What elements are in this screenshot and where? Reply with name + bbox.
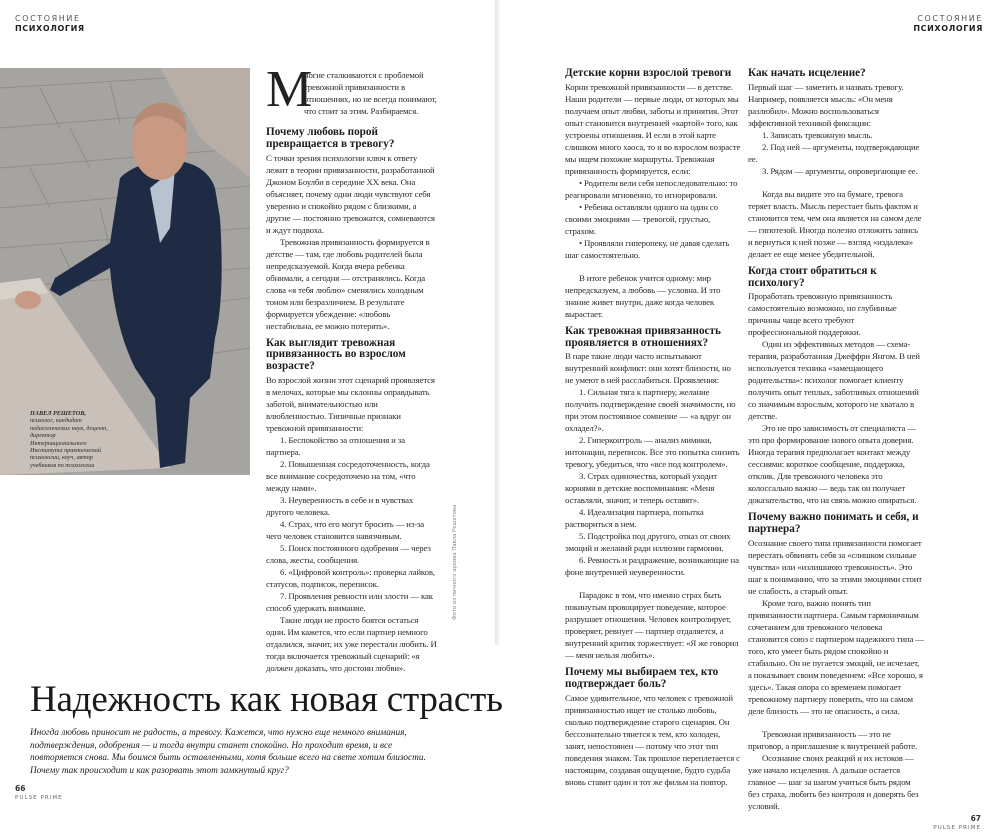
list-item: • Ребенка оставляли одного на один со своими эмоциями — тревогой, грустью, страхом. <box>565 201 718 236</box>
section-heading: Когда стоит обратиться к психологу? <box>748 264 877 289</box>
photo-credit: Фото из личного архива Павла Решетова <box>452 504 458 620</box>
section-heading: Почему любовь порой превращается в тревогу? <box>266 126 395 150</box>
paragraph: Самое удивительное, что человек с тревожной привязанностью ищет не столько любовь, сколько подтверждение старого сценария. Он бессознательно тянется к тем, кто холоден, занят, непостоянен — потому что этот тип поведения знаком. Так прошлое переплетается с настоящим, создавая ощущение, будто судьба вновь ставит один и тот же фильм на повтор. <box>565 692 740 787</box>
paragraph: Тревожная привязанность формируется в детстве — там, где любовь родителей была непредсказуемой. Когда вчера ребенка обнимали, а сегодня — отстранялись. Когда слова «я тебя люблю» сменялись холодным тоном или безразличием. В результате формируется убеждение: «любовь нестабильна, ее можно потерять». <box>266 236 430 331</box>
list-item: 2. Под ней — аргументы, подтверждающие ее. <box>748 141 920 164</box>
list-item: 3. Неуверенность в себе и в чувствах другого человека. <box>266 494 414 517</box>
list-item: 1. Записать тревожную мысль. <box>762 129 873 140</box>
rubric-top: СОСТОЯНИЕ <box>15 14 81 23</box>
article-column-2 <box>565 68 741 788</box>
drop-cap: М <box>266 61 313 118</box>
section-heading: Детские корни взрослой тревоги <box>565 67 732 79</box>
paragraph: Парадокс в том, что именно страх быть покинутым провоцирует поведение, которое разрушает отношения. Человек контролирует, проверяет, ревнует — партнер отдаляется, а внутренний критик торжествует: «Я же говорил — меня нельзя любить». <box>565 590 739 661</box>
section-heading: Почему важно понимать и себя, и партнера? <box>748 511 919 536</box>
list-item: • Проявляли гиперопеку, не давая сделать шаг самостоятельно. <box>565 237 730 260</box>
caption-text: психолог, кандидат педагогических наук, доцент, директор Интернационального Института практической психологии, коуч, автор учебников по психологии <box>30 417 108 469</box>
list-item: 3. Рядом — аргументы, опровергающие ее. <box>762 165 918 176</box>
right-footer <box>565 814 981 832</box>
article-column-3 <box>748 68 924 812</box>
paragraph: Проработать тревожную привязанность самостоятельно возможно, но глубинные причины чаще всего требуют профессиональной поддержки. <box>748 291 897 338</box>
paragraph: Когда вы видите это на бумаге, тревога теряет власть. Мысль перестает быть фактом и становится тем, чем она является на самом деле — гипотезой. Иногда полезно отложить запись и вернуться к ней позже — взгляд «издалека» делает ее еще менее убедительной. <box>748 188 922 259</box>
section-heading: Как тревожная привязанность проявляется в отношениях? <box>565 324 721 349</box>
section-heading: Как выглядит тревожная привязанность во взрослом возрасте? <box>266 336 406 373</box>
paragraph: Осознание своих реакций и их истоков — уже начало исцеления. А дальше остается главное — шаг за шагом учиться быть рядом без страха, любить без контроля и доверять без условий. <box>748 752 919 811</box>
list-item: 4. Страх, что его могут бросить — из-за чего человек становится навязчивым. <box>266 518 425 541</box>
paragraph: В итоге ребенок учится одному: мир непредсказуем, а любовь — условна. И это знание живет внутри, даже когда человек вырастает. <box>565 272 721 319</box>
rubric-bottom: ПСИХОЛОГИЯ <box>15 24 85 33</box>
page-number-right: 67 <box>970 813 981 823</box>
paragraph: В паре такие люди часто испытывают внутренний конфликт: они хотят близости, но не умеют в ней расслабиться. Проявления: <box>565 351 731 386</box>
section-heading: Как начать исцеление? <box>748 67 866 79</box>
article-intro <box>266 61 438 118</box>
paragraph: Один из эффективных методов — схема-терапия, разработанная Джеффри Янгом. В ней используется техника «замещающего родительства»: психолог помогает клиенту получить опыт теплых, заботливых отношений со значимым взрослым, которого не хватало в детстве. <box>748 339 920 422</box>
caption-name: ПАВЕЛ РЕШЕТОВ, <box>30 410 86 417</box>
paragraph: Корни тревожной привязанности — в детстве. Наши родители — первые люди, от которых мы получаем опыт любви, заботы и принятия. Этот опыт становится внутренней «картой» того, как устроены отношения. И если в этой карте слишком много хаоса, то и во взрослом возрасте мы ищем похожие маршруты. Тревожная привязанность формируется, если: <box>565 81 741 176</box>
article-title: Надежность как новая страсть <box>30 678 503 720</box>
paragraph: С точки зрения психологии ключ к ответу лежит в теории привязанности, разработанной Джоном Боулби в середине XX века. Она объясняет, почему одни люди чувствуют себя уверенно и спокойно рядом с близкими, а другие — постоянно тревожатся, сомневаются и ждут подвоха. <box>266 152 435 235</box>
section-rubric <box>913 14 983 34</box>
page-number-left: 66 <box>15 783 26 793</box>
list-item: 6. «Цифровой контроль»: проверка лайков, статусов, подписок, переписок. <box>266 566 435 589</box>
list-item: 1. Беспокойство за отношения и за партнера. <box>266 434 405 457</box>
rubric-top: СОСТОЯНИЕ <box>917 14 983 23</box>
list-item: 6. Ревность и раздражение, возникающие на фоне внутренней неуверенности. <box>565 555 739 578</box>
list-item: • Родители вели себя непоследовательно: то реагировали мгновенно, то игнорировали. <box>565 177 738 200</box>
list-item: 5. Поиск постоянного одобрения — через слова, жесты, сообщения. <box>266 542 431 565</box>
list-item: 5. Подстройка под другого, отказ от своих эмоций и желаний ради иллюзии гармонии. <box>565 531 731 554</box>
list-item: 2. Повышенная сосредоточенность, когда все внимание сосредоточено на том, «что между нами». <box>266 458 430 493</box>
list-item: 4. Идеализация партнера, попытка раствориться в нем. <box>565 507 704 530</box>
right-page-flow <box>565 68 981 832</box>
paragraph: Кроме того, важно понять тип привязанности партнера. Самым гармоничным сочетанием для тревожного человека становится союз с партнером надежного типа — того, кто умеет быть рядом спокойно и стабильно. Он не пугается эмоций, не исчезает, а показывает своим поведением: «Все хорошо, я здесь». Такая опора со временем помогает тревожному партнеру поверить, что на самом деле близость — это не опасность, а сила. <box>748 597 924 716</box>
paragraph: Такие люди не просто боятся остаться одни. Им кажется, что если партнер немного отдалился, значит, их уже перестали любить. И тогда включается тревожный сценарий: «я должен доказать, что достоин любви». <box>266 614 437 673</box>
section-rubric <box>15 14 85 34</box>
paragraph: Осознание своего типа привязанности помогает перестать обвинять себя за «слишком сильные чувства» или «излишнюю тревожность». Это шаг к пониманию, что за этими эмоциями стоит не слабость, а старый опыт. <box>748 537 922 596</box>
paragraph: Во взрослой жизни этот сценарий проявляется в мелочах, которые мы склонны оправдывать заботой, внимательностью или влюбленностью. Типичные признаки тревожной привязанности: <box>266 374 435 433</box>
article-column-1 <box>266 61 438 674</box>
brand-left: PULSE PRIME <box>15 794 63 801</box>
list-item: 2. Гиперконтроль — анализ мимики, интонации, переписок. Все это попытка снизить тревогу, убедиться, что «все под контролем». <box>565 435 740 470</box>
left-footer <box>15 784 495 802</box>
brand-right: PULSE PRIME <box>933 824 981 831</box>
intro-text: ногие сталкиваются с проблемой тревожной привязанности в отношениях, но не всегда понимают, что стоит за этим. Разбираемся. <box>304 70 437 116</box>
list-item: 7. Проявления ревности или злости — как способ удержать внимание. <box>266 590 433 613</box>
paragraph: Тревожная привязанность — это не приговор, а приглашение к внутренней работе. <box>748 728 918 751</box>
left-page <box>0 0 503 801</box>
paragraph: Первый шаг — заметить и назвать тревогу. Например, появляется мысль: «Он меня разлюбил». Можно воспользоваться эффективной техникой фиксации: <box>748 81 904 128</box>
left-page-flow <box>0 61 503 802</box>
list-item: 3. Страх одиночества, который уходит корнями в детские воспоминания: «Меня оставляли, значит, и теперь оставят». <box>565 471 717 506</box>
right-columns <box>565 68 981 812</box>
list-item: 1. Сильная тяга к партнеру, желание получить подтверждение своей значимости, но при этом постоянное сомнение — «а вдруг он охладел?». <box>565 387 736 434</box>
article-lede: Иногда любовь приносит не радость, а тревогу. Кажется, что нужно еще немного внимания, подтверждения, одобрения — и тогда внутри станет спокойно. Но проходит время, и все повторяется снова. Мы боимся быть оставленными, хотя больше всего на свете хотим близости. Почему так происходит и как разорвать этот замкнутый круг? <box>30 727 426 777</box>
section-heading: Почему мы выбираем тех, кто подтверждает боль? <box>565 666 719 691</box>
rubric-bottom: ПСИХОЛОГИЯ <box>913 24 983 33</box>
paragraph: Это не про зависимость от специалиста — это про формирование нового опыта доверия. Иногда терапия предполагает контакт между сессиями: короткое сообщение, поддержка, отклик. Для тревожного человека это колоссально важно — ведь так он получает доказательство, что на связь можно опираться. <box>748 423 917 506</box>
